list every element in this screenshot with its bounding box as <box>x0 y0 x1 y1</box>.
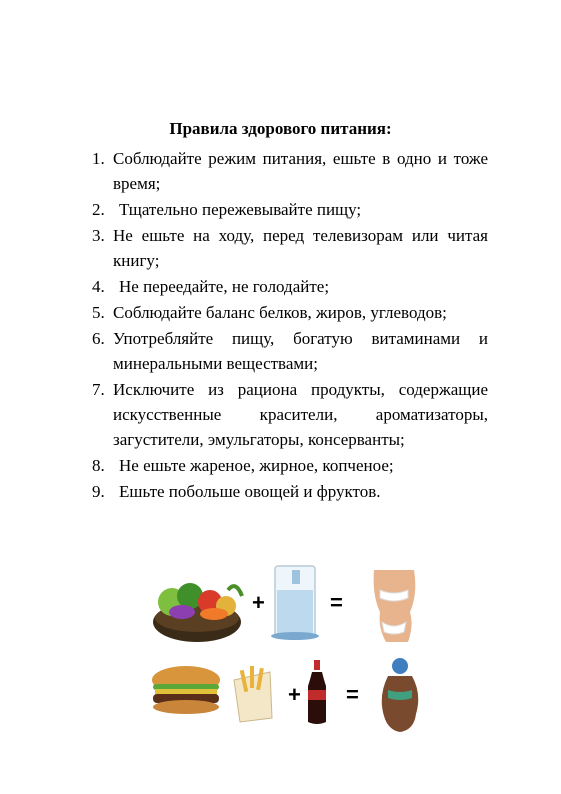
slim-body-icon <box>374 570 416 642</box>
list-item-text: Не ешьте на ходу, перед телевизорам или читая книгу; <box>113 226 488 270</box>
list-item-text: Не переедайте, не голодайте; <box>119 277 330 296</box>
list-item-text: Соблюдайте баланс белков, жиров, углеводов; <box>113 303 447 322</box>
list-item-number: 2. <box>92 200 105 219</box>
list-item-text: Употребляйте пищу, богатую витаминами и минеральными веществами; <box>113 329 488 373</box>
list-item-number: 7. <box>92 380 105 399</box>
list-item-number: 4. <box>92 277 105 296</box>
list-item-number: 1. <box>92 149 105 168</box>
vegetable-basket-icon <box>153 583 242 642</box>
list-item-number: 9. <box>92 482 105 501</box>
list-item-number: 5. <box>92 303 105 322</box>
overweight-body-icon <box>382 658 419 732</box>
equals-sign: = <box>330 590 343 615</box>
list-item-number: 8. <box>92 456 105 475</box>
cola-bottle-icon <box>308 660 326 724</box>
plus-sign: + <box>252 590 265 615</box>
water-glass-icon <box>271 566 319 640</box>
list-item-text: Исключите из рациона продукты, содержащие искусственные красители, ароматизаторы, загустители, эмульгаторы, консерванты; <box>113 380 488 449</box>
equals-sign: = <box>346 682 359 707</box>
list-item-text: Ешьте побольше овощей и фруктов. <box>119 482 381 501</box>
list-item-text: Тщательно пережевывайте пищу; <box>119 200 362 219</box>
list-item-number: 3. <box>92 226 105 245</box>
burger-icon <box>152 666 220 714</box>
french-fries-icon <box>234 666 272 722</box>
list-item-text: Соблюдайте режим питания, ешьте в одно и тоже время; <box>113 149 488 193</box>
list-item-text: Не ешьте жареное, жирное, копченое; <box>119 456 394 475</box>
list-item-number: 6. <box>92 329 105 348</box>
page-title: Правила здорового питания: <box>169 119 392 138</box>
plus-sign: + <box>288 682 301 707</box>
